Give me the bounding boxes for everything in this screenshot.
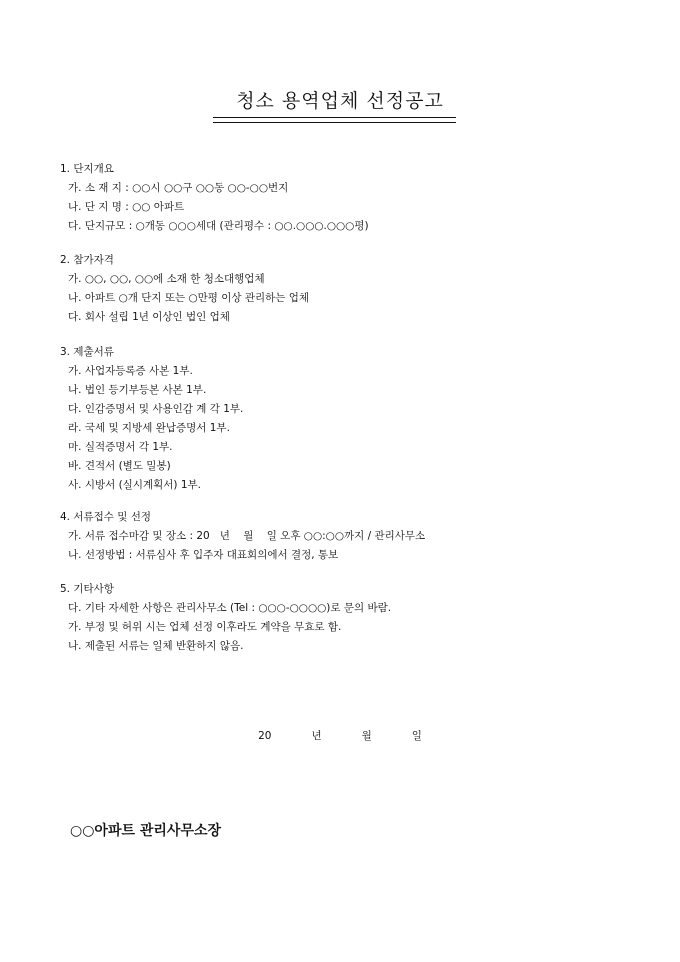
signature-line: ○○아파트 관리사무소장 — [70, 823, 222, 839]
section-item: 가. 부정 및 허위 시는 업체 선정 이후라도 계약을 무효로 함. — [68, 621, 342, 633]
section-heading: 1. 단지개요 — [60, 163, 114, 175]
section-item: 가. 사업자등록증 사본 1부. — [68, 365, 193, 377]
section-eligibility — [60, 251, 640, 327]
section-item: 다. 인감증명서 및 사용인감 계 각 1부. — [68, 403, 244, 415]
section-submission-selection — [60, 508, 640, 565]
section-item: 나. 제출된 서류는 일체 반환하지 않음. — [68, 640, 244, 652]
date-line: 20 년 월 일 — [258, 730, 422, 742]
section-required-documents — [60, 343, 640, 495]
section-heading: 5. 기타사항 — [60, 583, 114, 595]
section-item: 나. 아파트 ○개 단지 또는 ○만평 이상 관리하는 업체 — [68, 292, 310, 304]
section-heading: 3. 제출서류 — [60, 346, 114, 358]
section-item: 마. 실적증명서 각 1부. — [68, 441, 173, 453]
section-item: 가. 소 재 지 : ○○시 ○○구 ○○동 ○○-○○번지 — [68, 182, 289, 194]
section-item: 라. 국세 및 지방세 완납증명서 1부. — [68, 422, 230, 434]
section-item: 나. 법인 등기부등본 사본 1부. — [68, 384, 207, 396]
section-complex-overview — [60, 160, 640, 236]
title-double-underline — [213, 117, 456, 123]
section-item: 나. 선정방법 : 서류심사 후 입주자 대표회의에서 결정, 통보 — [68, 549, 339, 561]
section-heading: 2. 참가자격 — [60, 254, 114, 266]
section-item: 가. ○○, ○○, ○○에 소재 한 청소대행업체 — [68, 273, 265, 285]
section-item: 다. 단지규모 : ○개동 ○○○세대 (관리평수 : ○○.○○○.○○○평) — [68, 220, 369, 232]
section-item: 나. 단 지 명 : ○○ 아파트 — [68, 201, 185, 213]
section-item: 다. 회사 설립 1년 이상인 법인 업체 — [68, 311, 230, 323]
section-item: 바. 견적서 (별도 밀봉) — [68, 460, 171, 472]
section-item: 다. 기타 자세한 사항은 관리사무소 (Tel : ○○○-○○○○)로 문의 바람. — [68, 602, 392, 614]
section-item: 사. 시방서 (실시계획서) 1부. — [68, 479, 201, 491]
section-item: 가. 서류 접수마감 및 장소 : 20 년 월 일 오후 ○○:○○까지 / 관리사무소 — [68, 530, 426, 542]
section-other-matters — [60, 580, 640, 656]
section-heading: 4. 서류접수 및 선정 — [60, 511, 152, 523]
notice-title: 청소 용역업체 선정공고 — [236, 90, 444, 112]
